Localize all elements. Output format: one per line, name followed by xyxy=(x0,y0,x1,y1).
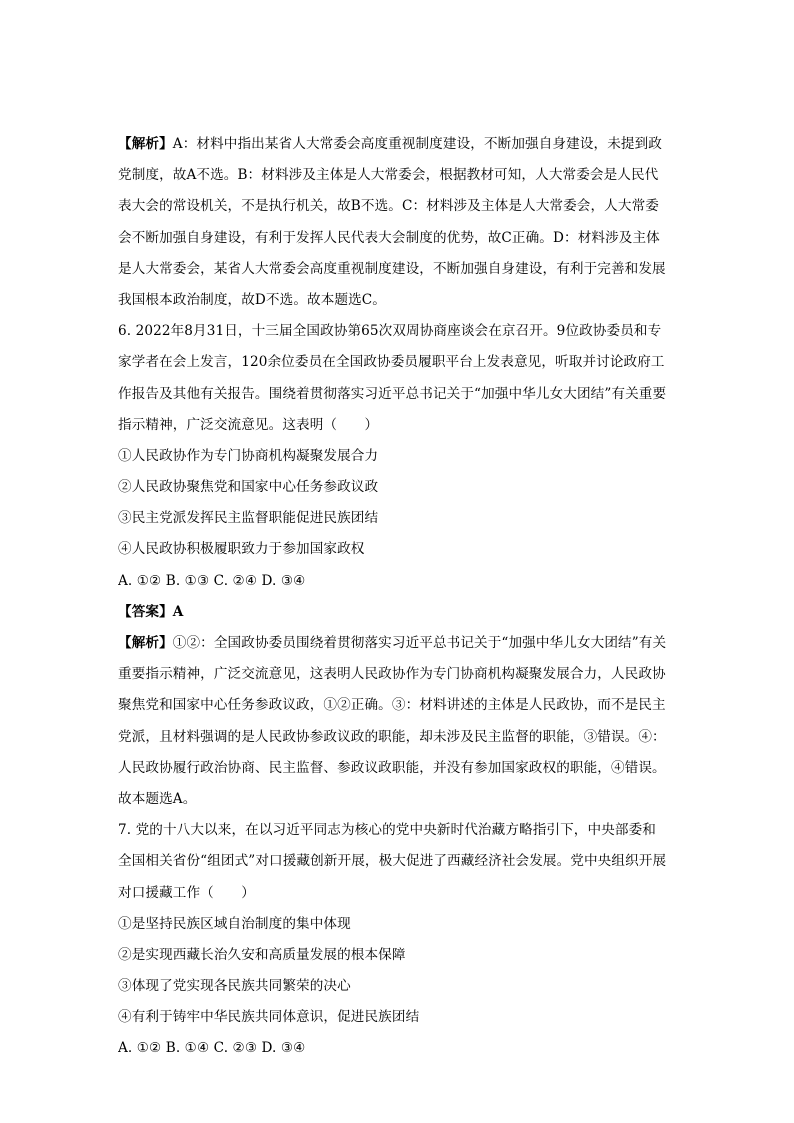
q6-stem-line-2: 家学者在会上发言，120余位委员在全国政协委员履职平台上发表意见，听取并讨论政府工 xyxy=(118,354,665,371)
q6-statement-3: ③民主党派发挥民主监督职能促进民族团结 xyxy=(118,510,379,527)
q7-statement-1: ①是坚持民族区域自治制度的集中体现 xyxy=(118,915,351,932)
q7-statement-2: ②是实现西藏长治久安和高质量发展的根本保障 xyxy=(118,946,406,963)
q7-stem-line-1: 7. 党的十八大以来，在以习近平同志为核心的党中央新时代治藏方略指引下，中央部委和 xyxy=(118,822,656,839)
q6-statement-2: ②人民政协聚焦党和国家中心任务参政议政 xyxy=(118,479,379,496)
q7-stem-line-3: 对口援藏工作（ ） xyxy=(118,884,255,901)
q5-analysis-label: 【解析】 xyxy=(118,136,173,152)
q6-statement-4: ④人民政协积极履职致力于参加国家政权 xyxy=(118,541,365,558)
q6-stem-line-1: 6. 2022年8月31日，十三届全国政协第65次双周协商座谈会在京召开。9位政协委员和专 xyxy=(118,323,662,340)
document-content xyxy=(118,129,688,1065)
q7-stem-line-2: 全国相关省份“组团式”对口援藏创新开展，极大促进了西藏经济社会发展。党中央组织开展 xyxy=(118,853,667,870)
q6-answer-label: 【答案】 xyxy=(118,603,173,620)
q6-analysis-line-5: 人民政协履行政治协商、民主监督、参政议政职能，并没有参加国家政权的职能，④错误。 xyxy=(118,759,666,776)
q6-analysis-line-2: 重要指示精神，广泛交流意见，这表明人民政协作为专门协商机构凝聚发展合力，人民政协 xyxy=(118,666,666,683)
q7-statement-4: ④有利于铸牢中华民族共同体意识，促进民族团结 xyxy=(118,1009,420,1026)
q5-analysis-line-2: 党制度，故A不选。B：材料涉及主体是人大常委会，根据教材可知，人大常委会是人民代 xyxy=(118,167,659,184)
q7-statement-3: ③体现了党实现各民族共同繁荣的决心 xyxy=(118,978,351,995)
q5-analysis-line-5: 是人大常委会，某省人大常委会高度重视制度建设，不断加强自身建设，有利于完善和发展 xyxy=(118,260,666,277)
q7-options: A. ①② B. ①④ C. ②③ D. ③④ xyxy=(118,1040,306,1057)
q5-analysis-line-3: 表大会的常设机关，不是执行机关，故B不选。C：材料涉及主体是人大常委会，人大常委 xyxy=(118,198,659,215)
q6-statement-1: ①人民政协作为专门协商机构凝聚发展合力 xyxy=(118,447,379,464)
q6-options: A. ①② B. ①③ C. ②④ D. ③④ xyxy=(118,572,306,589)
q6-analysis-line-1: 【解析】①②：全国政协委员围绕着贯彻落实习近平总书记关于“加强中华儿女大团结”有关 xyxy=(118,635,667,651)
q6-stem-line-3: 作报告及其他有关报告。围绕着贯彻落实习近平总书记关于“加强中华儿女大团结”有关重要 xyxy=(118,385,667,402)
q5-analysis-line-6: 我国根本政治制度，故D不选。故本题选C。 xyxy=(118,291,386,308)
q6-answer xyxy=(118,597,688,628)
q6-stem-line-4: 指示精神，广泛交流意见。这表明（ ） xyxy=(118,416,379,433)
q5-analysis-line-1: 【解析】A：材料中指出某省人大常委会高度重视制度建设，不断加强自身建设，未提到政 xyxy=(118,136,662,152)
q5-analysis-line-4: 会不断加强自身建设，有利于发挥人民代表大会制度的优势，故C正确。D：材料涉及主体 xyxy=(118,229,660,246)
q6-analysis-line-3: 聚焦党和国家中心任务参政议政，①②正确。③：材料讲述的主体是人民政协，而不是民主 xyxy=(118,697,666,714)
q6-answer-value: A xyxy=(172,603,184,620)
q6-analysis-label: 【解析】 xyxy=(118,635,173,651)
q6-analysis-line-4: 党派，且材料强调的是人民政协参政议政的职能，却未涉及民主监督的职能，③错误。④： xyxy=(118,728,666,745)
q6-analysis-line-6: 故本题选A。 xyxy=(118,790,197,807)
